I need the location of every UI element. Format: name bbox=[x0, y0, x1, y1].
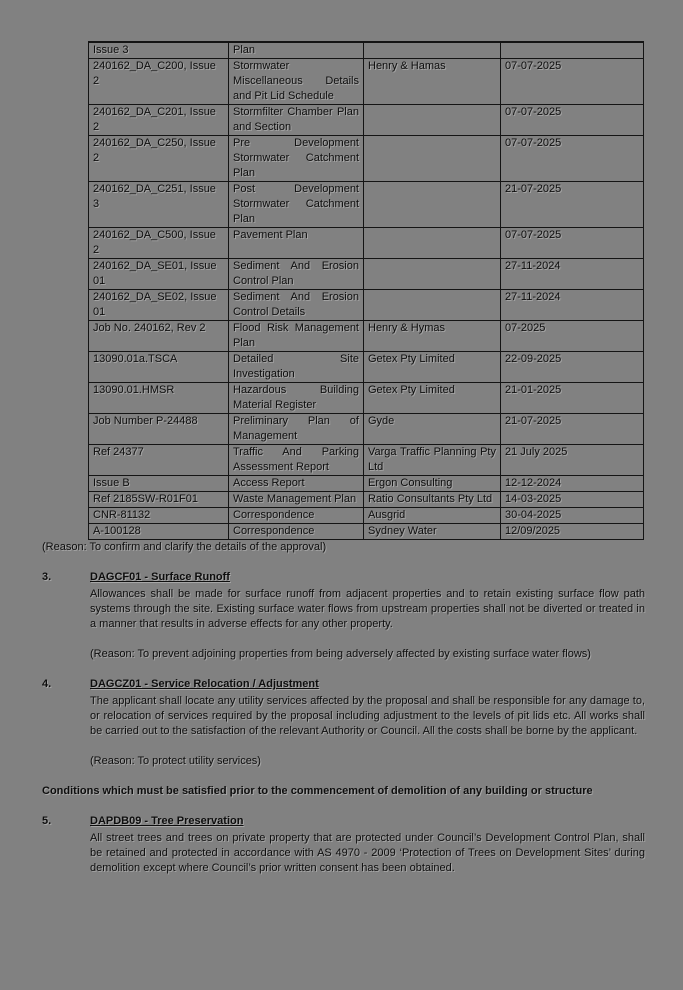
demolition-conditions-heading: Conditions which must be satisfied prior to the commencement of demolition of any building or structure bbox=[42, 785, 593, 797]
table-cell: Access Report bbox=[229, 476, 364, 492]
condition-reason: (Reason: To protect utility services) bbox=[90, 755, 261, 767]
table-row bbox=[89, 42, 644, 59]
condition-body: The applicant shall locate any utility services affected by the proposal and shall be responsible for any damage to, or relocation of services required by the proposal including adjustment to the levels of pit lids etc. All works shall be carried out to the satisfaction of the relevant Authority or Council. All the costs shall be borne by the applicant. bbox=[90, 695, 645, 737]
condition-heading: DAGCZ01 - Service Relocation / Adjustment bbox=[90, 678, 319, 690]
table-cell: 240162_DA_SE01, Issue 01 bbox=[89, 259, 229, 290]
condition-content bbox=[90, 814, 645, 891]
table-row bbox=[89, 476, 644, 492]
table-row bbox=[89, 259, 644, 290]
table-row bbox=[89, 524, 644, 540]
table-cell: Pre Development Stormwater Catchment Plan bbox=[229, 136, 364, 182]
table-cell: A-100128 bbox=[89, 524, 229, 540]
table-cell: Ratio Consultants Pty Ltd bbox=[364, 492, 501, 508]
table-cell bbox=[364, 228, 501, 259]
reason-approval-text: (Reason: To confirm and clarify the details of the approval) bbox=[42, 541, 327, 553]
table-cell: Traffic And Parking Assessment Report bbox=[229, 445, 364, 476]
table-cell bbox=[364, 105, 501, 136]
table-cell: Waste Management Plan bbox=[229, 492, 364, 508]
table-cell: 240162_DA_C201, Issue 2 bbox=[89, 105, 229, 136]
table-cell: 27-11-2024 bbox=[501, 259, 644, 290]
table-cell: Issue B bbox=[89, 476, 229, 492]
condition-body: Allowances shall be made for surface runoff from adjacent properties and to retain existing surface flow path systems through the site. Existing surface water flows from upstream properties shall not be diverted or treated in a manner that results in adverse effects for any other property. bbox=[90, 588, 645, 630]
table-cell: Getex Pty Limited bbox=[364, 352, 501, 383]
table-cell bbox=[364, 182, 501, 228]
table-row bbox=[89, 492, 644, 508]
condition-item-5 bbox=[42, 814, 645, 891]
table-cell: 240162_DA_C250, Issue 2 bbox=[89, 136, 229, 182]
table-row bbox=[89, 414, 644, 445]
table-row bbox=[89, 352, 644, 383]
table-cell: Sediment And Erosion Control Details bbox=[229, 290, 364, 321]
table-cell: 12-12-2024 bbox=[501, 476, 644, 492]
table-row bbox=[89, 445, 644, 476]
table-row bbox=[89, 383, 644, 414]
table-cell: 07-2025 bbox=[501, 321, 644, 352]
table-cell: Ref 24377 bbox=[89, 445, 229, 476]
table-cell: Job Number P-24488 bbox=[89, 414, 229, 445]
table-cell bbox=[364, 136, 501, 182]
table-cell: Job No. 240162, Rev 2 bbox=[89, 321, 229, 352]
table-row bbox=[89, 290, 644, 321]
table-cell: 240162_DA_C500, Issue 2 bbox=[89, 228, 229, 259]
table-cell: Detailed Site Investigation bbox=[229, 352, 364, 383]
approved-documents-table bbox=[88, 41, 644, 540]
table-cell: 07-07-2025 bbox=[501, 228, 644, 259]
table-cell: Getex Pty Limited bbox=[364, 383, 501, 414]
table-cell bbox=[364, 259, 501, 290]
table-cell: CNR-81132 bbox=[89, 508, 229, 524]
table-cell: 21-07-2025 bbox=[501, 182, 644, 228]
table-cell: 22-09-2025 bbox=[501, 352, 644, 383]
condition-content bbox=[90, 570, 645, 677]
table-row bbox=[89, 228, 644, 259]
table-cell: Varga Traffic Planning Pty Ltd bbox=[364, 445, 501, 476]
table-row bbox=[89, 59, 644, 105]
table-cell: 13090.01.HMSR bbox=[89, 383, 229, 414]
table-cell: Stormfilter Chamber Plan and Section bbox=[229, 105, 364, 136]
condition-content bbox=[90, 677, 645, 784]
table-row bbox=[89, 136, 644, 182]
table-cell: Plan bbox=[229, 42, 364, 59]
table-cell: 07-07-2025 bbox=[501, 59, 644, 105]
table-cell: Issue 3 bbox=[89, 42, 229, 59]
table-row bbox=[89, 182, 644, 228]
table-cell: 30-04-2025 bbox=[501, 508, 644, 524]
table-cell: 21-07-2025 bbox=[501, 414, 644, 445]
table-row bbox=[89, 321, 644, 352]
table-cell: 14-03-2025 bbox=[501, 492, 644, 508]
condition-number: 4. bbox=[42, 678, 52, 690]
table-row bbox=[89, 105, 644, 136]
table-cell: Ergon Consulting bbox=[364, 476, 501, 492]
table-cell: Ref 2185SW-R01F01 bbox=[89, 492, 229, 508]
table-cell bbox=[364, 42, 501, 59]
table-cell: 13090.01a.TSCA bbox=[89, 352, 229, 383]
table-cell: Preliminary Plan of Management bbox=[229, 414, 364, 445]
table-cell bbox=[364, 290, 501, 321]
condition-item-3 bbox=[42, 570, 645, 677]
condition-heading: DAGCF01 - Surface Runoff bbox=[90, 571, 230, 583]
table-cell: Gyde bbox=[364, 414, 501, 445]
table-row bbox=[89, 508, 644, 524]
table-cell: Correspondence bbox=[229, 508, 364, 524]
table-cell: 240162_DA_SE02, Issue 01 bbox=[89, 290, 229, 321]
table-cell: 21 July 2025 bbox=[501, 445, 644, 476]
table-cell: 12/09/2025 bbox=[501, 524, 644, 540]
table-cell: Stormwater Miscellaneous Details and Pit Lid Schedule bbox=[229, 59, 364, 105]
condition-number: 3. bbox=[42, 571, 52, 583]
condition-body: All street trees and trees on private property that are protected under Council’s Development Control Plan, shall be retained and protected in accordance with AS 4970 - 2009 ‘Protection of Trees on Development Sites’ during demolition except where Council’s prior written consent has been obtained. bbox=[90, 832, 645, 874]
table-cell: Post Development Stormwater Catchment Plan bbox=[229, 182, 364, 228]
table-cell: Ausgrid bbox=[364, 508, 501, 524]
table-cell: Correspondence bbox=[229, 524, 364, 540]
condition-reason: (Reason: To prevent adjoining properties from being adversely affected by existing surface water flows) bbox=[90, 648, 591, 660]
table-cell: 240162_DA_C251, Issue 3 bbox=[89, 182, 229, 228]
table-cell: 240162_DA_C200, Issue 2 bbox=[89, 59, 229, 105]
condition-number: 5. bbox=[42, 815, 52, 827]
table-cell: Henry & Hamas bbox=[364, 59, 501, 105]
table-cell: 27-11-2024 bbox=[501, 290, 644, 321]
table-cell bbox=[501, 42, 644, 59]
table-cell: Pavement Plan bbox=[229, 228, 364, 259]
table-cell: 07-07-2025 bbox=[501, 136, 644, 182]
table-cell: Sediment And Erosion Control Plan bbox=[229, 259, 364, 290]
documents-table-body bbox=[89, 42, 644, 540]
condition-item-4 bbox=[42, 677, 645, 784]
table-cell: Flood Risk Management Plan bbox=[229, 321, 364, 352]
table-cell: 07-07-2025 bbox=[501, 105, 644, 136]
table-cell: Hazardous Building Material Register bbox=[229, 383, 364, 414]
table-cell: 21-01-2025 bbox=[501, 383, 644, 414]
condition-heading: DAPDB09 - Tree Preservation bbox=[90, 815, 244, 827]
table-cell: Henry & Hymas bbox=[364, 321, 501, 352]
table-cell: Sydney Water bbox=[364, 524, 501, 540]
